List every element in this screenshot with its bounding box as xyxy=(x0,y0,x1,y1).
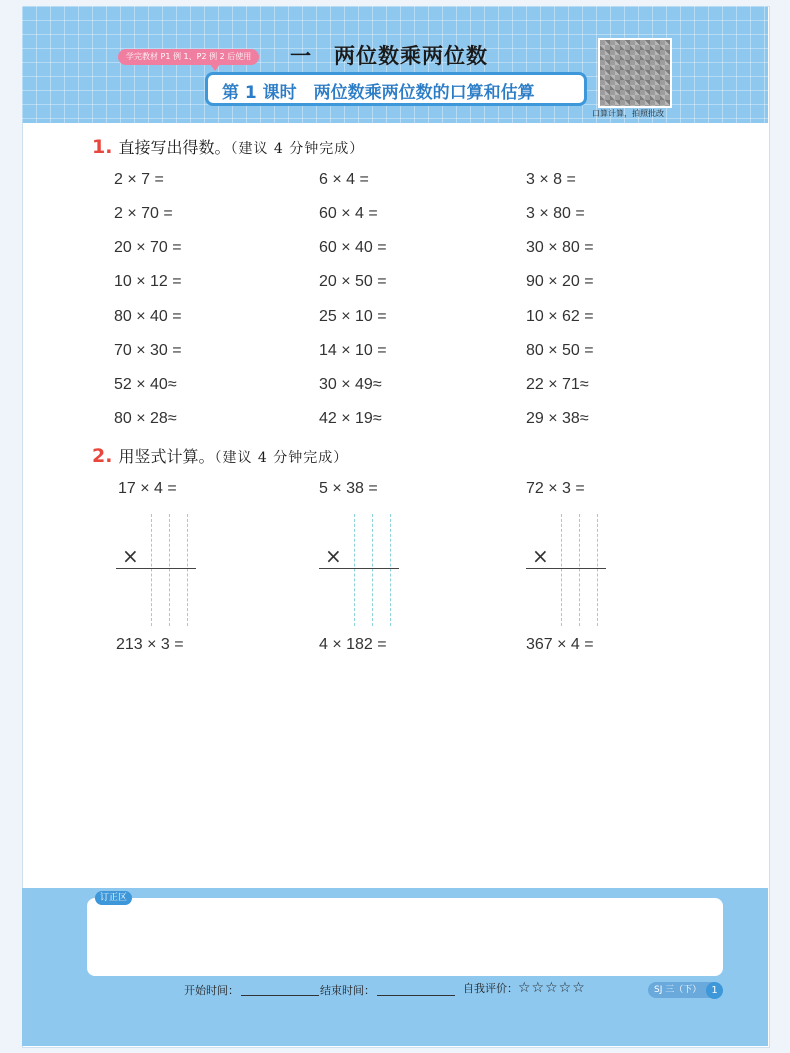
problem: 3 × 80 = xyxy=(526,205,585,222)
problem: 90 × 20 = xyxy=(526,273,594,290)
end-time-label: 结束时间： xyxy=(320,984,375,997)
problem: 2 × 7 = xyxy=(114,171,164,188)
start-time xyxy=(184,982,319,998)
section1-hint: （建议 4 分钟完成） xyxy=(230,141,365,157)
problem: 80 × 40 = xyxy=(114,308,182,325)
problem: 20 × 50 = xyxy=(319,273,387,290)
answer-line xyxy=(319,568,399,569)
problem: 213 × 3 = xyxy=(116,636,184,653)
problem: 367 × 4 = xyxy=(526,636,594,653)
qr-code-icon[interactable] xyxy=(598,38,672,108)
problem: 60 × 40 = xyxy=(319,239,387,256)
problem: 2 × 70 = xyxy=(114,205,173,222)
section1-title xyxy=(92,135,364,158)
self-eval-label: 自我评价： xyxy=(463,982,518,995)
correction-area[interactable] xyxy=(87,898,723,976)
correction-label: 订正区 xyxy=(95,891,132,905)
problem: 6 × 4 = xyxy=(319,171,369,188)
problem: 4 × 182 = xyxy=(319,636,387,653)
end-time xyxy=(320,982,455,998)
chapter-number: 一 xyxy=(290,44,312,68)
lesson-title: 第 1 课时 两位数乘两位数的口算和估算 xyxy=(222,83,535,103)
section2-title xyxy=(92,444,348,467)
multiply-icon: × xyxy=(122,544,139,568)
chapter-name: 两位数乘两位数 xyxy=(334,44,488,68)
start-time-label: 开始时间： xyxy=(184,984,239,997)
problem: 14 × 10 = xyxy=(319,342,387,359)
problem: 29 × 38≈ xyxy=(526,410,589,427)
lesson-banner xyxy=(205,72,587,106)
vertical-work-area[interactable] xyxy=(319,514,409,626)
problem: 17 × 4 = xyxy=(118,480,177,497)
qr-caption: 口算计算，拍照批改 xyxy=(592,109,664,118)
problem: 10 × 62 = xyxy=(526,308,594,325)
vertical-work-area[interactable] xyxy=(526,514,616,626)
answer-line xyxy=(526,568,606,569)
usage-tag: 学完教材 P1 例 1、P2 例 2 后使用 xyxy=(118,49,259,65)
problem: 72 × 3 = xyxy=(526,480,585,497)
problem: 20 × 70 = xyxy=(114,239,182,256)
vertical-work-area[interactable] xyxy=(116,514,206,626)
problem: 70 × 30 = xyxy=(114,342,182,359)
section2-text: 用竖式计算。 xyxy=(118,447,215,466)
self-evaluation xyxy=(463,980,586,996)
section2-hint: （建议 4 分钟完成） xyxy=(214,450,349,466)
problem: 52 × 40≈ xyxy=(114,376,177,393)
problem: 25 × 10 = xyxy=(319,308,387,325)
answer-line xyxy=(116,568,196,569)
problem: 30 × 80 = xyxy=(526,239,594,256)
problem: 80 × 28≈ xyxy=(114,410,177,427)
problem: 60 × 4 = xyxy=(319,205,378,222)
end-time-field[interactable] xyxy=(377,995,455,996)
section2-number: 2. xyxy=(92,445,113,467)
multiply-icon: × xyxy=(532,544,549,568)
problem: 5 × 38 = xyxy=(319,480,378,497)
problem: 80 × 50 = xyxy=(526,342,594,359)
star-rating-icon[interactable]: ☆☆☆☆☆ xyxy=(518,980,586,996)
start-time-field[interactable] xyxy=(241,995,319,996)
section1-number: 1. xyxy=(92,136,113,158)
problem: 42 × 19≈ xyxy=(319,410,382,427)
page-number: 1 xyxy=(706,982,723,999)
multiply-icon: × xyxy=(325,544,342,568)
section1-text: 直接写出得数。 xyxy=(118,138,231,157)
problem: 3 × 8 = xyxy=(526,171,576,188)
problem: 22 × 71≈ xyxy=(526,376,589,393)
grade-code: SJ 三（下） xyxy=(648,982,721,998)
problem: 30 × 49≈ xyxy=(319,376,382,393)
problem: 10 × 12 = xyxy=(114,273,182,290)
chapter-title xyxy=(290,40,488,70)
